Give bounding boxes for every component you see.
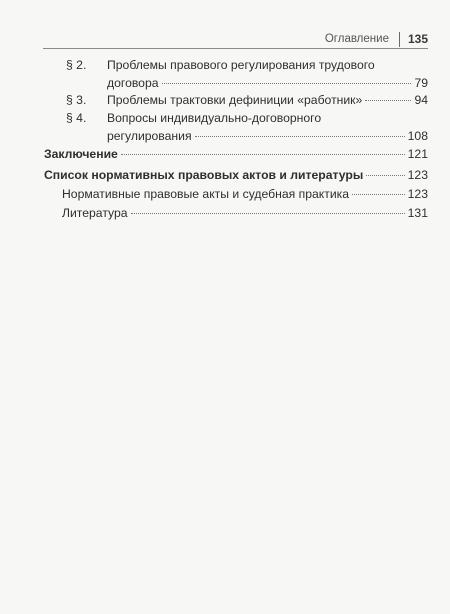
toc-section-text bbox=[107, 56, 428, 92]
toc-entry-conclusion[interactable] bbox=[44, 145, 428, 163]
toc-page-number: 121 bbox=[407, 147, 428, 161]
header-rule bbox=[43, 48, 428, 49]
header-section-title: Оглавление bbox=[324, 33, 389, 45]
toc-leader-dots bbox=[366, 175, 404, 176]
toc-entry-title: Нормативные правовые акты и судебная практика bbox=[62, 187, 350, 201]
toc-entry-section-3[interactable] bbox=[44, 91, 428, 109]
toc-section-text bbox=[107, 91, 428, 109]
toc-leader-dots bbox=[162, 83, 412, 84]
toc-leader-dots bbox=[121, 154, 405, 155]
toc-page-number: 108 bbox=[407, 129, 428, 143]
toc-page-number: 94 bbox=[414, 93, 428, 107]
toc-page-number: 79 bbox=[414, 76, 428, 90]
toc-entry-title-line1: Вопросы индивидуально-договорного bbox=[107, 111, 322, 125]
toc-page-number: 131 bbox=[407, 206, 428, 220]
toc-entry-literature[interactable] bbox=[44, 204, 428, 222]
header-separator bbox=[399, 32, 400, 47]
toc-entry-last-line bbox=[107, 74, 428, 92]
toc-entry-last-line bbox=[107, 91, 428, 109]
toc-entry-last-line bbox=[107, 127, 428, 145]
toc-entry-normative-acts[interactable] bbox=[44, 185, 428, 203]
toc-subentry-line bbox=[62, 185, 428, 203]
toc-subentry-line bbox=[62, 204, 428, 222]
toc-entry-section-4[interactable] bbox=[44, 109, 428, 145]
toc-leader-dots bbox=[365, 100, 411, 101]
toc-entry-title-line2: договора bbox=[107, 76, 159, 90]
toc-section-number: § 2. bbox=[66, 58, 87, 72]
toc-section-number: § 3. bbox=[66, 93, 87, 107]
toc-section-text bbox=[107, 109, 428, 145]
toc-entry-title-line1: Проблемы трактовки дефиниции «работник» bbox=[107, 93, 363, 107]
running-header bbox=[325, 31, 428, 47]
toc-leader-dots bbox=[131, 213, 405, 214]
toc-entry-title-line1: Проблемы правового регулирования трудового bbox=[107, 58, 375, 72]
toc-leader-dots bbox=[195, 136, 405, 137]
toc-page-number: 123 bbox=[407, 187, 428, 201]
header-page-number: 135 bbox=[407, 32, 428, 46]
toc-leader-dots bbox=[352, 194, 405, 195]
toc-entry-bibliography[interactable] bbox=[44, 166, 428, 184]
toc-entry-section-2[interactable] bbox=[44, 56, 428, 92]
toc-entry-title: Литература bbox=[62, 206, 128, 220]
toc-entry-title: Список нормативных правовых актов и литературы bbox=[44, 168, 364, 182]
toc-section-number: § 4. bbox=[66, 111, 87, 125]
toc-entry-title: Заключение bbox=[44, 147, 118, 161]
toc-page-number: 123 bbox=[407, 168, 428, 182]
toc-entry-title-line2: регулирования bbox=[107, 129, 192, 143]
